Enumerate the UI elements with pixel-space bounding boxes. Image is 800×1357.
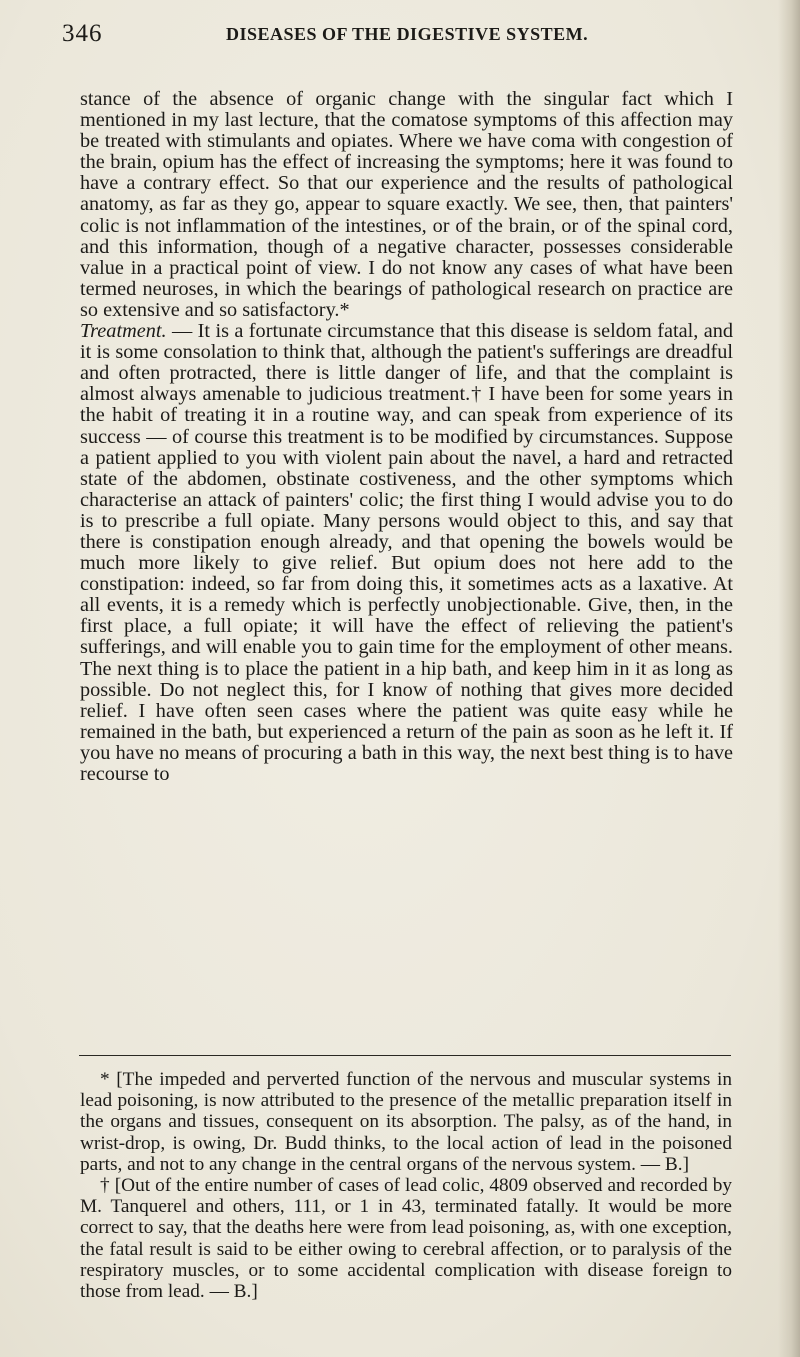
footnotes bbox=[80, 1069, 732, 1302]
running-head: DISEASES OF THE DIGESTIVE SYSTEM. bbox=[226, 24, 589, 44]
footnote: † [Out of the entire number of cases of lead colic, 4809 observed and recorded by M. Tanquerel and others, 111, or 1 in 43, terminated fatally. It would be more correct to say, that the deaths here were from lead poisoning, as, with one exception, the fatal result is said to be either owing to cerebral affection, or to paralysis of the respiratory muscles, or to some accidental complication with disease foreign to those from lead. — B.] bbox=[80, 1175, 732, 1303]
page-header bbox=[62, 20, 720, 56]
treatment-paragraph-text: — It is a fortunate circumstance that this disease is seldom fatal, and it is some consolation to think that, although the patient's sufferings are dreadful and often protracted, there is little danger of life, and that the complaint is almost always amenable to judicious treatment.† I have been for some years in the habit of treating it in a routine way, and can speak from experience of its success — of course this treatment is to be modified by circumstances. Suppose a patient applied to you with violent pain about the navel, a hard and retracted state of the abdomen, obstinate costiveness, and the other symptoms which characterise an attack of painters' colic; the first thing I would advise you to do is to prescribe a full opiate. Many persons would object to this, and say that there is constipation enough already, and that opening the bowels would be much more likely to give relief. But opium does not here add to the constipation: indeed, so far from doing this, it sometimes acts as a laxative. At all events, it is a remedy which is perfectly unobjectionable. Give, then, in the first place, a full opiate; it will have the effect of relieving the patient's sufferings, and will enable you to gain time for the employment of other means. The next thing is to place the patient in a hip bath, and keep him in it as long as possible. Do not neglect this, for I know of nothing that gives more decided relief. I have often seen cases where the patient was quite easy while he remained in the bath, but experienced a return of the pain as soon as he left it. If you have no means of procuring a bath in this way, the next best thing is to have recourse to bbox=[80, 320, 733, 785]
section-heading-treatment: Treatment. bbox=[80, 320, 167, 343]
body-paragraph bbox=[80, 321, 733, 785]
page-edge-shadow bbox=[778, 0, 800, 1357]
body-text bbox=[80, 89, 733, 785]
footnote-divider bbox=[79, 1055, 731, 1056]
page-number: 346 bbox=[62, 20, 103, 47]
footnote: * [The impeded and perverted function of the nervous and muscular systems in lead poisoning, is now attributed to the presence of the metallic preparation itself in the organs and tissues, consequent on its absorption. The palsy, as of the hand, in wrist-drop, is owing, Dr. Budd thinks, to the local action of lead in the poisoned parts, and not to any change in the central organs of the nervous system. — B.] bbox=[80, 1069, 732, 1175]
body-paragraph: stance of the absence of organic change with the singular fact which I mentioned in my last lecture, that the comatose symptoms of this affection may be treated with stimulants and opiates. Where we have coma with congestion of the brain, opium has the effect of increasing the symptoms; here it was found to have a contrary effect. So that our experience and the results of pathological anatomy, as far as they go, appear to square exactly. We see, then, that painters' colic is not inflammation of the intestines, or of the brain, or of the spinal cord, and this information, though of a negative character, possesses considerable value in a practical point of view. I do not know any cases of what have been termed neuroses, in which the bearings of pathological research on practice are so extensive and so satisfactory.* bbox=[80, 88, 733, 321]
